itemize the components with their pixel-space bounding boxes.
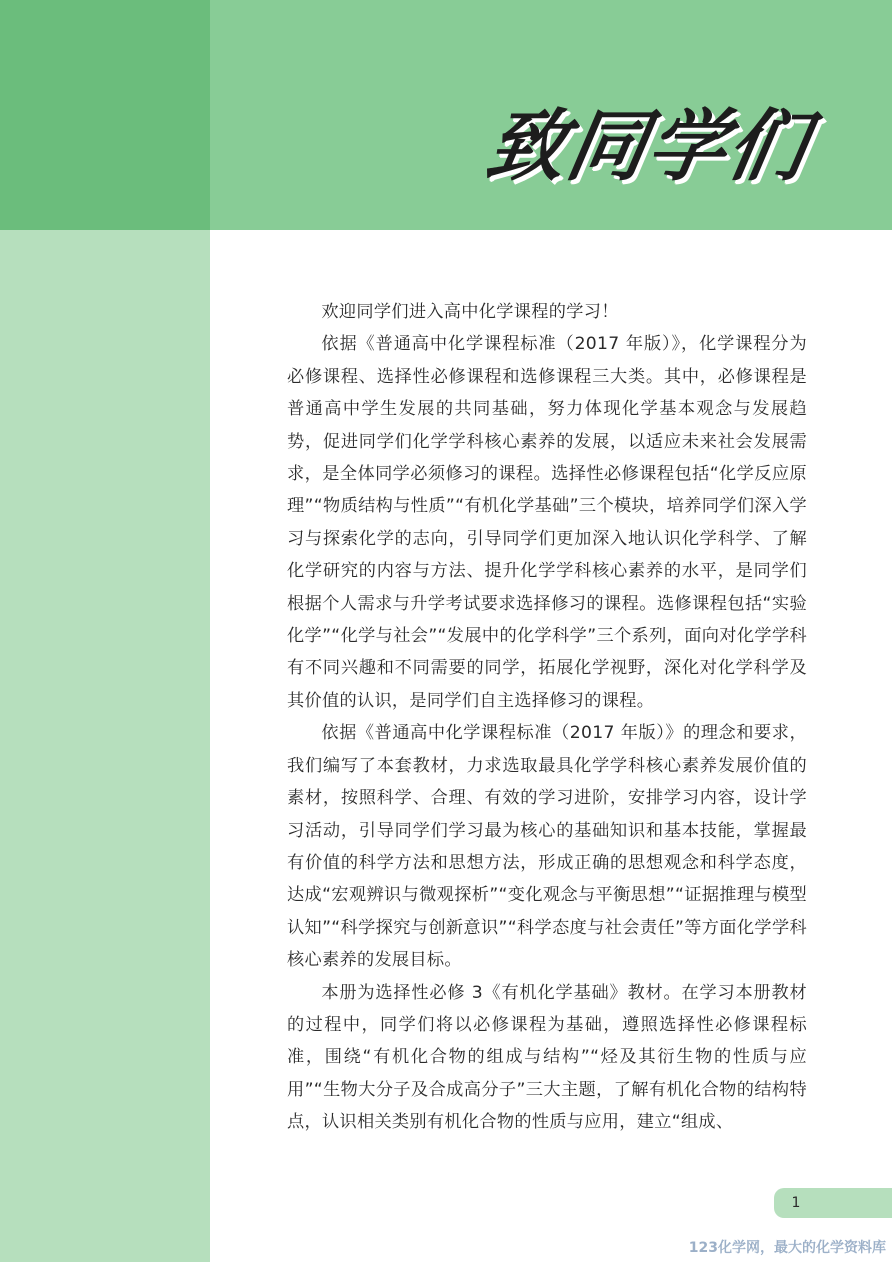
paragraph-textbook: 依据《普通高中化学课程标准（2017 年版）》的理念和要求，我们编写了本套教材，力求选取最具化学学科核心素养发展价值的素材，按照科学、合理、有效的学习进阶，安排学习内容，设计学习活动，引导同学们学习最为核心的基础知识和基本技能，掌握最有价值的科学方法和思想方法，形成正确的思想观念和科学态度，达成“宏观辨识与微观探析”“变化观念与平衡思想”“证据推理与模型认知”“科学探究与创新意识”“科学态度与社会责任”等方面化学学科核心素养的发展目标。 bbox=[287, 723, 807, 971]
header-accent-block bbox=[0, 0, 210, 230]
paragraph-this-volume: 本册为选择性必修 3《有机化学基础》教材。在学习本册教材的过程中，同学们将以必修课程为基础，遵照选择性必修课程标准，围绕“有机化合物的组成与结构”“烃及其衍生物的性质与应用”“生物大分子及合成高分子”三大主题，了解有机化合物的结构特点，认识相关类别有机化合物的性质与应用，建立“组成、 bbox=[287, 982, 807, 1133]
paragraph-welcome: 欢迎同学们进入高中化学课程的学习！ bbox=[321, 302, 619, 322]
body-text bbox=[287, 296, 807, 1139]
paragraph-curriculum: 依据《普通高中化学课程标准（2017 年版）》，化学课程分为必修课程、选择性必修课程和选修课程三大类。其中，必修课程是普通高中学生发展的共同基础，努力体现化学基本观念与发展趋势，促进同学们化学学科核心素养的发展，以适应未来社会发展需求，是全体同学必须修习的课程。选择性必修课程包括“化学反应原理”“物质结构与性质”“有机化学基础”三个模块，培养同学们深入学习与探索化学的志向，引导同学们更加深入地认识化学科学、了解化学研究的内容与方法、提升化学学科核心素养的水平，是同学们根据个人需求与升学考试要求选择修习的课程。选修课程包括“实验化学”“化学与社会”“发展中的化学科学”三个系列，面向对化学学科有不同兴趣和不同需要的同学，拓展化学视野，深化对化学科学及其价值的认识，是同学们自主选择修习的课程。 bbox=[287, 334, 807, 711]
side-band bbox=[0, 230, 210, 1262]
page-title: 致同学们 bbox=[480, 102, 816, 192]
page-number: 1 bbox=[791, 1195, 801, 1211]
watermark: 123化学网，最大的化学资料库 bbox=[688, 1240, 886, 1256]
